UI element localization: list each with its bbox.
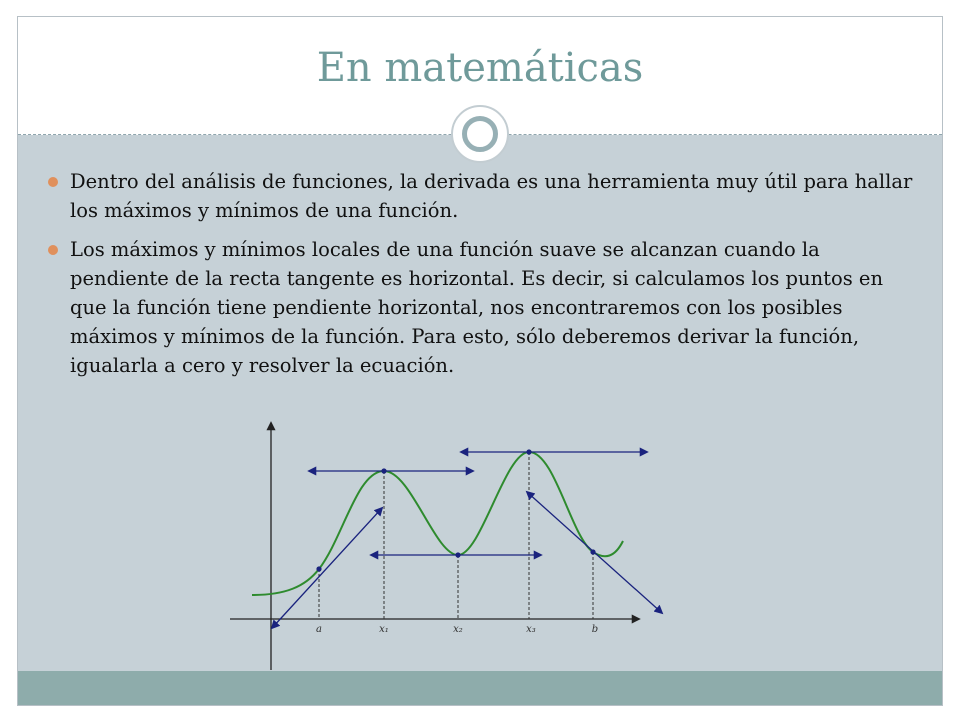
bullet-dot-icon <box>48 245 58 255</box>
function-curve <box>252 452 623 595</box>
bullet-text: Los máximos y mínimos locales de una función suave se alcanzan cuando la pendiente de la recta tangente es horizontal. Es decir, si calculamos los puntos en que la función tiene pendiente horizontal, nos encontraremos con los posibles máximos y mínimos de la función. Para esto, sólo deberemos derivar la función, igualarla a cero y resolver la ecuación. <box>70 238 884 377</box>
label-a: a <box>316 624 322 635</box>
label-x2: x₂ <box>453 624 463 635</box>
extrema-diagram <box>225 415 675 675</box>
bullet-item <box>48 167 918 225</box>
bullet-item <box>48 235 918 380</box>
point-x3 <box>526 449 531 454</box>
point-x2 <box>455 552 460 557</box>
decorative-ring-inner-icon <box>462 116 498 152</box>
point-x1 <box>381 468 386 473</box>
slide-footer-band <box>18 671 942 705</box>
point-b <box>590 549 595 554</box>
bullet-list <box>48 167 918 390</box>
tangent-line-a <box>272 508 382 628</box>
label-x1: x₁ <box>379 624 389 635</box>
label-b: b <box>591 624 599 635</box>
point-a <box>316 566 321 571</box>
bullet-dot-icon <box>48 177 58 187</box>
bullet-text: Dentro del análisis de funciones, la derivada es una herramienta muy útil para hallar los máximos y mínimos de una función. <box>70 170 913 222</box>
slide-title: En matemáticas <box>316 45 644 91</box>
label-x3: x₃ <box>526 624 536 635</box>
